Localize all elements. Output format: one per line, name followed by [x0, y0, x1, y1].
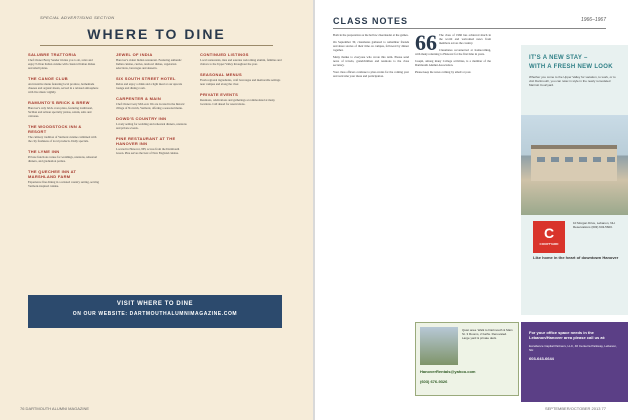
- hotel-window: [579, 157, 587, 162]
- hotel-building: [531, 145, 617, 181]
- rental-advertisement[interactable]: [415, 322, 519, 396]
- title-divider: [40, 45, 273, 46]
- listing: [116, 52, 188, 70]
- notes-column-1: [333, 33, 409, 81]
- listing-text: Chef Owner Barry Sender invites you to sit, relax and enjoy! Urban Italian cuisine with classical Italian dishes and small plates.: [28, 58, 96, 70]
- listing-name: SEASONAL MENUS: [200, 72, 242, 77]
- ad-headline-2: WITH A FRESH NEW LOOK: [529, 64, 613, 70]
- listing-text: Lovely setting for wedding and rehearsal dinners, reunions and private events.: [116, 122, 187, 130]
- listing: [116, 136, 188, 155]
- rental-email-link[interactable]: HanoverRentals@yahoo.com: [420, 369, 476, 374]
- listing: [28, 149, 100, 163]
- listing: [200, 92, 282, 106]
- right-folio: SEPTEMBER/OCTOBER 2013 77: [544, 406, 606, 411]
- courtyard-logo-text: COURTYARD: [539, 242, 559, 246]
- rental-photo: [420, 327, 458, 365]
- notes-paragraph: Both in the preparation as the hollow cheerleader at the games.: [333, 33, 409, 37]
- notes-paragraph: Joseph, among many College activities, is a member of the Dartmouth Alumni Association.: [415, 59, 491, 67]
- hotel-window: [593, 157, 601, 162]
- courtyard-logo-mark: C: [543, 225, 555, 241]
- listing-text: Experience fine dining in a relaxed country setting, serving Vermont-inspired cuisine.: [28, 180, 100, 188]
- hotel-window: [551, 157, 559, 162]
- right-page: [315, 0, 628, 420]
- listing: [116, 116, 188, 130]
- left-page: [0, 0, 313, 420]
- notes-paragraph: Many thanks to everyone who wrote this term. Please send news of travels, grandchildren and reunions to the class secretary.: [333, 55, 409, 67]
- listing-name: DOWD'S COUNTRY INN: [116, 116, 167, 121]
- listing-text: Private functions venue for weddings, reunions, rehearsal dinners, and graduation parties.: [28, 155, 97, 163]
- listing-name: THE QUECHEE INN AT MARSHLAND FARM: [28, 169, 77, 179]
- rental-phone: (603) 676-9326: [420, 379, 448, 384]
- listing: [116, 96, 188, 110]
- office-space-advertisement[interactable]: [521, 322, 628, 402]
- listing-text: Relax and enjoy a drink and a light meal at our upscale lounge and dining room.: [116, 82, 183, 90]
- class-numeral-66: 66: [415, 30, 437, 55]
- listing-name: CONTINUED LISTINGS: [200, 52, 249, 57]
- visit-banner-url[interactable]: ON OUR WEBSITE: DARTMOUTHALUMNIMAGAZINE.COM: [72, 311, 238, 317]
- listing-text: Hanover's only brick oven pizza, featuring traditional, Sicilian and artisan specialty pizzas, salads, subs and calzones.: [28, 106, 93, 118]
- listing-name: THE LYME INN: [28, 149, 60, 154]
- listing: [28, 52, 100, 70]
- listing-text: Reunions, celebrations and gatherings accommodated at many locations. Call ahead for reservations.: [200, 98, 275, 106]
- hotel-window: [607, 157, 615, 162]
- listing-text: Chef Owner Gary McLeod. We are located in the historic village of Norwich, Vermont, offering a seasonal menu.: [116, 102, 185, 110]
- listing-text: The culinary tradition of Vermont cuisine combined with the city freshness of local products. Daily specials.: [28, 135, 97, 143]
- hotel-window: [537, 157, 545, 162]
- listing-name: SALUBRE TRATTORIA: [28, 52, 77, 57]
- listing-column-2: [116, 52, 188, 161]
- ad-tagline: Like home in the heart of downtown Hanover: [533, 255, 619, 260]
- notes-column-2: [415, 30, 491, 77]
- left-folio: 76 DARTMOUTH ALUMNI MAGAZINE: [20, 406, 90, 411]
- rental-description: Quiet area. Walk to Dartmouth & Main St. 3 Rooms, 2 baths. Renovated. Large yard & private deck.: [462, 328, 513, 340]
- listing-text: Fresh regional ingredients, craft beverages and memorable settings near campus and along the river.: [200, 78, 281, 86]
- ad-address: 10 Morgan Drive, Lebanon, NH. Reservations (603) 643-5600.: [573, 221, 616, 229]
- courtyard-logo: [533, 221, 565, 253]
- listing-name: PINE RESTAURANT AT THE HANOVER INN: [116, 136, 176, 146]
- section-kicker: SPECIAL ADVERTISING SECTION: [40, 15, 115, 20]
- class-years-label: 1966–1967: [580, 17, 606, 23]
- listing-text: Local restaurants, inns and eateries welcoming alumni, families and visitors to the Upper Valley throughout the year.: [200, 58, 282, 66]
- notes-paragraph: On September 30, classmates gathered to remember friends and share stories of their time on campus, followed by dinner together.: [333, 40, 409, 52]
- visit-banner-headline: VISIT WHERE TO DINE: [116, 301, 194, 307]
- listing: [200, 72, 282, 86]
- visit-website-banner[interactable]: [28, 295, 282, 328]
- listing-column-1: [28, 52, 100, 194]
- class-notes-title: CLASS NOTES: [333, 16, 409, 26]
- notes-paragraph: Your class officers continue to plan events for the coming year and welcome your ideas and participation.: [333, 70, 409, 78]
- office-ad-heading: For your office space needs in the Lebanon/Hanover area please call us at:: [529, 330, 606, 340]
- office-ad-phone: 603-643-6644: [529, 356, 554, 361]
- hotel-window: [565, 157, 573, 162]
- page-title: WHERE TO DINE: [87, 26, 226, 42]
- listing-column-3: [200, 52, 282, 112]
- listing-text: Located in Hanover, NH, across from the Dartmouth Green. Pine serves the best of New England cuisine.: [116, 147, 180, 155]
- header-divider: [333, 28, 606, 29]
- listing: [116, 76, 188, 90]
- office-ad-body: Excellence Capital Partners, LLC, 46 Centerra Parkway, Lebanon, NH: [529, 344, 617, 352]
- ad-headline-1: IT'S A NEW STAY –: [529, 55, 588, 61]
- notes-paragraph-text: The class of 1966 has achieved much in the world and welcomed news from members across the country.: [439, 33, 491, 45]
- courtyard-advertisement[interactable]: [521, 45, 628, 315]
- notes-paragraph: Please keep the notes coming by email or post.: [415, 70, 472, 74]
- listing-name: PRIVATE EVENTS: [200, 92, 239, 97]
- listing-text: An inventive menu featuring local produce, homemade cheeses and organic meats, served in a relaxed atmosphere with live music nightly.: [28, 82, 99, 94]
- ad-body-text: Whether you come to the Upper Valley for vacation, to work, or to visit Dartmouth, you can relax in style in the newly remodeled Marriott Courtyard.: [529, 75, 616, 87]
- listing-name: SIX SOUTH STREET HOTEL: [116, 76, 176, 81]
- listing: [28, 124, 100, 143]
- listing-text: Hanover's oldest Indian restaurant. Featuring authentic Indian cuisine, curries, tandoori dishes, vegetarian selections, beverages and desserts.: [116, 58, 182, 70]
- hotel-photo: [521, 115, 628, 215]
- notes-paragraph: Classmates reconnected at homecoming, with many returning to Hanover for the first time in years.: [415, 48, 491, 56]
- listing-name: THE CANOE CLUB: [28, 76, 68, 81]
- listing-name: THE WOODSTOCK INN & RESORT: [28, 124, 82, 134]
- listing: [28, 169, 100, 188]
- listing: [200, 52, 282, 66]
- listing-name: CARPENTER & MAIN: [116, 96, 162, 101]
- listing-name: RAMUNTO'S BRICK & BREW: [28, 100, 90, 105]
- listing: [28, 76, 100, 94]
- listing: [28, 100, 100, 118]
- listing-name: JEWEL OF INDIA: [116, 52, 153, 57]
